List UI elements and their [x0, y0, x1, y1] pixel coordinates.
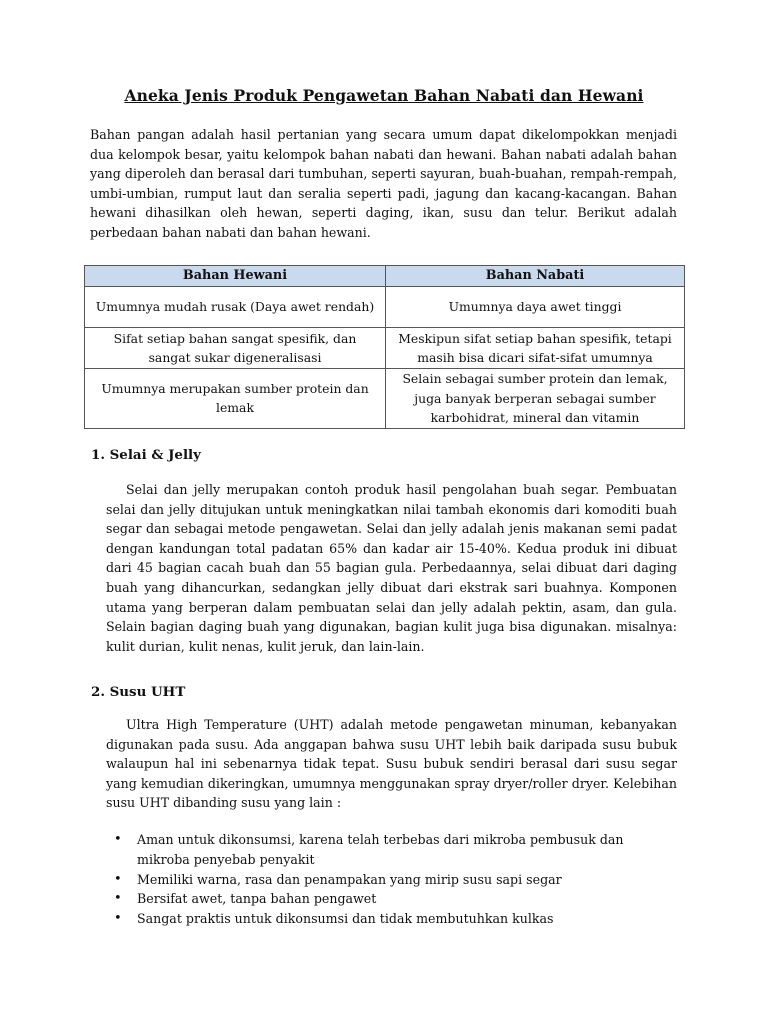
- section-heading-selai-jelly: 1. Selai & Jelly: [91, 447, 201, 463]
- list-item: [106, 889, 666, 909]
- section-body-selai-jelly: Selai dan jelly merupakan contoh produk hasil pengolahan buah segar. Pembuatan selai dan jelly ditujukan untuk meningkatkan nilai tambah ekonomis dari komoditi buah segar dan sebagai metode pengawetan. Selai dan jelly adalah jenis makanan semi padat dengan kandungan total padatan 65% dan kadar air 15-40%. Kedua produk ini dibuat dari 45 bagian cacah buah dan 55 bagian gula. Perbedaannya, selai dibuat dari daging buah yang dihancurkan, sedangkan jelly dibuat dari ekstrak sari buahnya. Komponen utama yang berperan dalam pembuatan selai dan jelly adalah pektin, asam, dan gula. Selain bagian daging buah yang digunakan, bagian kulit juga bisa digunakan. misalnya: kulit durian, kulit nenas, kulit jeruk, dan lain-lain.: [106, 482, 677, 654]
- table-header-nabati: Bahan Nabati: [386, 266, 685, 287]
- section-body-susu-uht: Ultra High Temperature (UHT) adalah metode pengawetan minuman, kebanyakan digunakan pada susu. Ada anggapan bahwa susu UHT lebih baik daripada susu bubuk walaupun hal ini sebenarnya tidak tepat. Susu bubuk sendiri berasal dari susu segar yang kemudian dikeringkan, umumnya menggunakan spray dryer/roller dryer. Kelebihan susu UHT dibanding susu yang lain :: [106, 717, 677, 811]
- table-cell: Sifat setiap bahan sangat spesifik, dan sangat sukar digeneralisasi: [85, 328, 386, 369]
- bullet-icon: •: [114, 871, 122, 887]
- bullet-icon: •: [114, 832, 122, 847]
- bullet-icon: •: [114, 911, 122, 927]
- table-cell: Meskipun sifat setiap bahan spesifik, tetapi masih bisa dicari sifat-sifat umumnya: [386, 328, 685, 369]
- list-item: [106, 909, 666, 929]
- table-header-row: [85, 266, 685, 287]
- list-item: [106, 830, 666, 870]
- list-item: [106, 870, 666, 890]
- uht-advantages-list: [106, 830, 666, 929]
- table-header-hewani: Bahan Hewani: [85, 266, 386, 287]
- table-row: [85, 328, 685, 369]
- comparison-table: [84, 265, 685, 429]
- document-title: Aneka Jenis Produk Pengawetan Bahan Nabati dan Hewani: [124, 86, 644, 105]
- list-item-text: Bersifat awet, tanpa bahan pengawet: [137, 891, 377, 907]
- table-cell: Selain sebagai sumber protein dan lemak, juga banyak berperan sebagai sumber karbohidrat, mineral dan vitamin: [386, 369, 685, 429]
- table-row: [85, 369, 685, 429]
- table-row: [85, 287, 685, 328]
- list-item-text: Sangat praktis untuk dikonsumsi dan tidak membutuhkan kulkas: [137, 911, 554, 927]
- list-item-text: Aman untuk dikonsumsi, karena telah terbebas dari mikroba pembusuk dan mikroba penyebab penyakit: [137, 832, 624, 867]
- section-heading-susu-uht: 2. Susu UHT: [91, 684, 186, 700]
- table-cell: Umumnya daya awet tinggi: [386, 287, 685, 328]
- bullet-icon: •: [114, 891, 122, 907]
- list-item-text: Memiliki warna, rasa dan penampakan yang mirip susu sapi segar: [137, 871, 562, 887]
- table-cell: Umumnya mudah rusak (Daya awet rendah): [85, 287, 386, 328]
- table-cell: Umumnya merupakan sumber protein dan lemak: [85, 369, 386, 429]
- intro-paragraph: Bahan pangan adalah hasil pertanian yang secara umum dapat dikelompokkan menjadi dua kelompok besar, yaitu kelompok bahan nabati dan hewani. Bahan nabati adalah bahan yang diperoleh dan berasal dari tumbuhan, seperti sayuran, buah-buahan, rempah-rempah, umbi-umbian, rumput laut dan seralia seperti padi, jagung dan kacang-kacangan. Bahan hewani dihasilkan oleh hewan, seperti daging, ikan, susu dan telur. Berikut adalah perbedaan bahan nabati dan bahan hewani.: [90, 127, 677, 240]
